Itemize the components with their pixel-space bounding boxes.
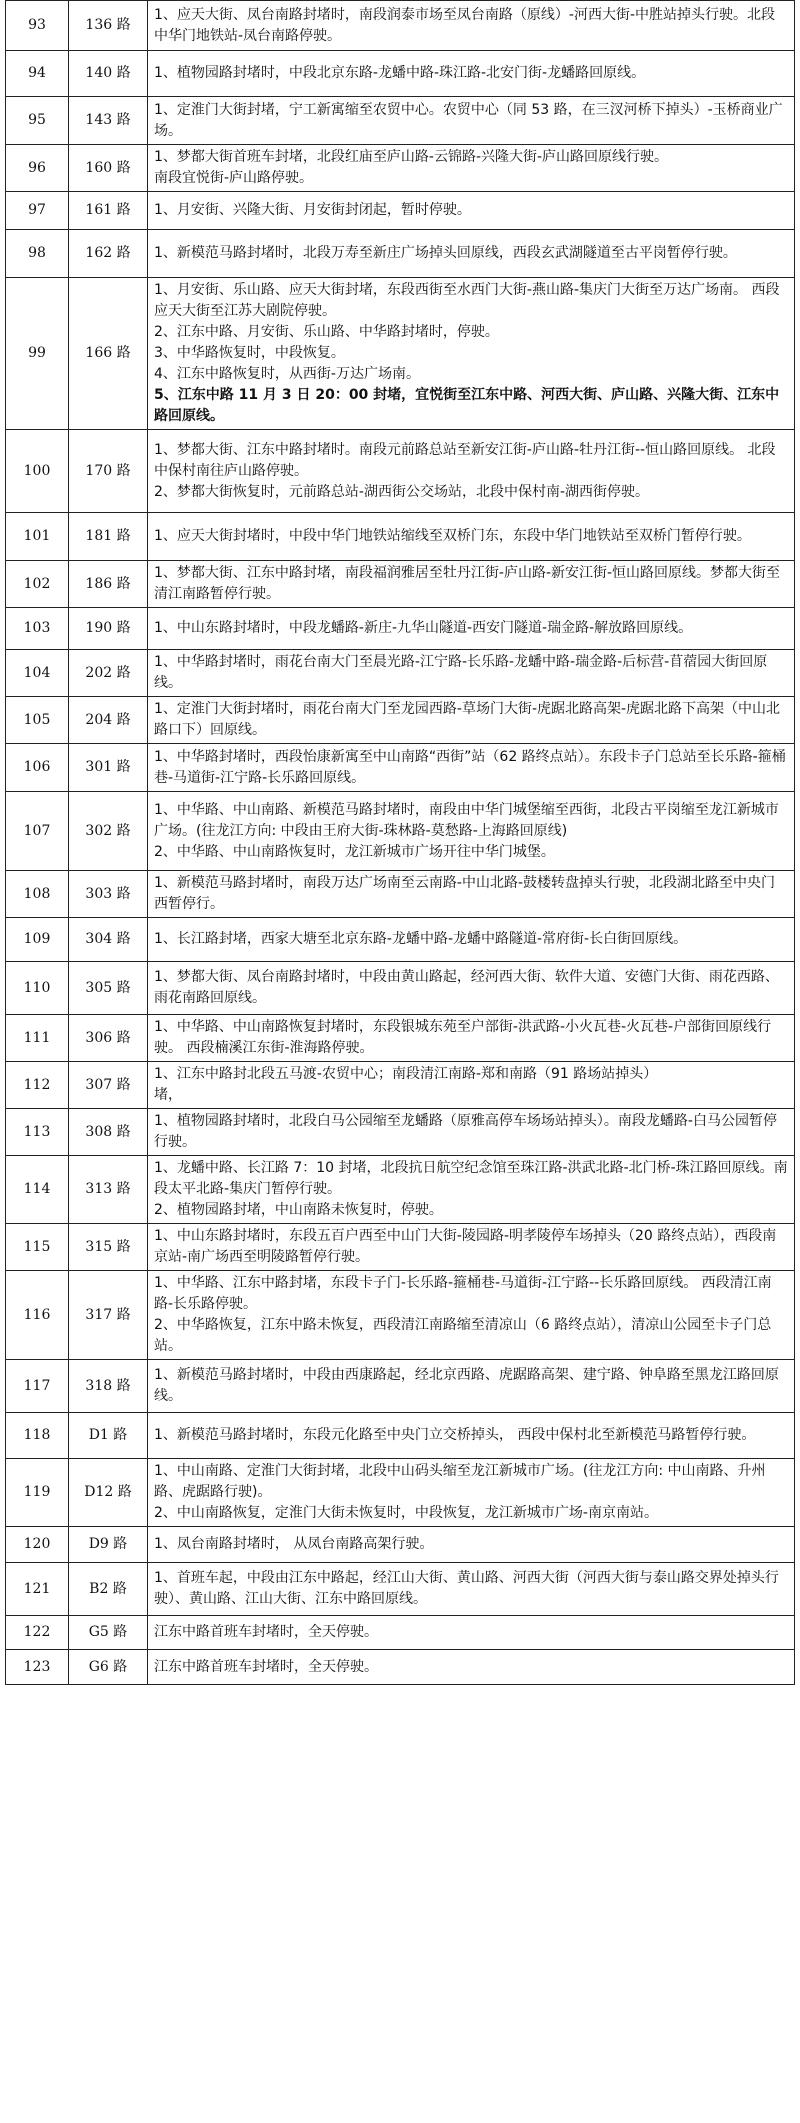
table-row (6, 744, 795, 792)
diversion-description (148, 1527, 795, 1563)
description-line: 1、植物园路封堵时，中段北京东路-龙蟠中路-珠江路-北安门街-龙蟠路回原线。 (154, 65, 646, 81)
diversion-description (148, 962, 795, 1015)
route-name: 304 路 (69, 918, 148, 962)
table-row (6, 1563, 795, 1616)
row-number: 107 (6, 792, 69, 871)
table-row (6, 51, 795, 97)
diversion-description (148, 430, 795, 513)
table-row (6, 1650, 795, 1685)
description-line: 1、中华路封堵时，雨花台南大门至晨光路-江宁路-长乐路-龙蟠中路-瑞金路-后标营-苜蓿园大街回原线。 (154, 654, 768, 691)
description-line: 江东中路首班车封堵时，全天停驶。 (154, 1658, 378, 1675)
description-line: 1、江东中路封北段五马渡-农贸中心；南段清江南路-郑和南路（91 路场站掉头） (154, 1066, 658, 1082)
description-line: 1、新模范马路封堵时，北段万寿至新庄广场掉头回原线，西段玄武湖隧道至古平岗暂停行驶。 (154, 245, 737, 261)
row-number: 109 (6, 918, 69, 962)
diversion-description (148, 561, 795, 608)
route-diversion-table (5, 0, 795, 1685)
route-name: 162 路 (69, 230, 148, 278)
route-name: 315 路 (69, 1224, 148, 1271)
route-name: 305 路 (69, 962, 148, 1015)
row-number: 110 (6, 962, 69, 1015)
diversion-description (148, 513, 795, 561)
table-row (6, 792, 795, 871)
row-number: 105 (6, 697, 69, 744)
diversion-description (148, 650, 795, 697)
table-row (6, 1616, 795, 1650)
row-number: 111 (6, 1015, 69, 1062)
row-number: 117 (6, 1360, 69, 1413)
row-number: 123 (6, 1650, 69, 1685)
row-number: 116 (6, 1271, 69, 1360)
route-name: 202 路 (69, 650, 148, 697)
table-row (6, 230, 795, 278)
description-line: 1、中华路、中山南路、新模范马路封堵时，南段由中华门城堡缩至西街，北段古平岗缩至龙江新城市广场。(往龙江方向: 中段由王府大街-珠林路-莫愁路-上海路回原线) (154, 801, 779, 839)
description-line: 1、中华路、中山南路恢复封堵时，东段银城东苑至户部街-洪武路-小火瓦巷-火瓦巷-户部街回原线行驶。 西段楠溪江东街-淮海路停驶。 (154, 1019, 772, 1056)
description-line: 3、中华路恢复时，中段恢复。 (154, 345, 345, 361)
row-number: 102 (6, 561, 69, 608)
description-line: 1、中华路、江东中路封堵，东段卡子门-长乐路-箍桶巷-马道街-江宁路--长乐路回原线。 西段清江南路-长乐路停驶。 (154, 1275, 772, 1312)
route-name: 143 路 (69, 97, 148, 145)
table-row (6, 430, 795, 513)
route-name: 181 路 (69, 513, 148, 561)
description-line: 1、凤台南路封堵时， 从凤台南路高架行驶。 (154, 1536, 434, 1552)
table-row (6, 650, 795, 697)
diversion-description (148, 278, 795, 430)
description-line: 1、长江路封堵，西家大塘至北京东路-龙蟠中路-龙蟠中路隧道-常府街-长白街回原线。 (154, 931, 688, 947)
row-number: 100 (6, 430, 69, 513)
diversion-description (148, 871, 795, 918)
description-line: 堵， (154, 1087, 182, 1103)
description-line: 2、中山南路恢复，定淮门大街未恢复时，中段恢复，龙江新城市广场-南京南站。 (154, 1505, 658, 1521)
table-row (6, 278, 795, 430)
diversion-description (148, 51, 795, 97)
table-row (6, 1413, 795, 1459)
table-row (6, 962, 795, 1015)
diversion-description (148, 1650, 795, 1685)
route-name: 301 路 (69, 744, 148, 792)
diversion-description (148, 230, 795, 278)
route-name: 308 路 (69, 1109, 148, 1156)
diversion-description (148, 1616, 795, 1650)
diversion-description (148, 1459, 795, 1527)
row-number: 119 (6, 1459, 69, 1527)
diversion-description (148, 1062, 795, 1109)
description-line: 1、新模范马路封堵时，东段元化路至中央门立交桥掉头， 西段中保村北至新模范马路暂停行驶。 (154, 1427, 756, 1443)
route-name: D9 路 (69, 1527, 148, 1563)
route-name: 136 路 (69, 1, 148, 51)
diversion-description (148, 1563, 795, 1616)
description-line: 1、新模范马路封堵时，南段万达广场南至云南路-中山北路-鼓楼转盘掉头行驶，北段湖北路至中央门西暂停行。 (154, 875, 776, 912)
row-number: 122 (6, 1616, 69, 1650)
description-line: 1、月安街、兴隆大街、月安街封闭起，暂时停驶。 (154, 202, 471, 218)
description-line: 1、梦都大街、江东中路封堵，南段福润雅居至牡丹江街-庐山路-新安江街-恒山路回原线。梦都大街至清江南路暂停行驶。 (154, 565, 781, 602)
description-line: 2、中华路恢复，江东中路未恢复，西段清江南路缩至清凉山（6 路终点站），清凉山公园至卡子门总站。 (154, 1317, 772, 1354)
description-line: 1、首班车起，中段由江东中路起，经江山大街、黄山路、河西大街（河西大街与泰山路交界处掉头行驶）、黄山路、江山大街、江东中路回原线。 (154, 1570, 779, 1607)
description-line: 1、月安街、乐山路、应天大街封堵，东段西街至水西门大街-燕山路-集庆门大街至万达广场南。 西段应天大街至江苏大剧院停驶。 (154, 282, 780, 319)
route-name: G6 路 (69, 1650, 148, 1685)
route-name: 306 路 (69, 1015, 148, 1062)
diversion-description (148, 697, 795, 744)
row-number: 104 (6, 650, 69, 697)
route-name: 166 路 (69, 278, 148, 430)
description-line: 1、应天大街、凤台南路封堵时，南段润泰市场至凤台南路（原线）-河西大街-中胜站掉头行驶。北段中华门地铁站-凤台南路停驶。 (154, 6, 776, 44)
diversion-description (148, 145, 795, 192)
row-number: 99 (6, 278, 69, 430)
description-line: 1、新模范马路封堵时，中段由西康路起，经北京西路、虎踞路高架、建宁路、钟阜路至黑龙江路回原线。 (154, 1367, 779, 1404)
row-number: 98 (6, 230, 69, 278)
table-row (6, 1271, 795, 1360)
table-row (6, 1459, 795, 1527)
description-line: 1、梦都大街首班车封堵，北段红庙至庐山路-云锦路-兴隆大街-庐山路回原线行驶。 (154, 149, 669, 165)
route-name: B2 路 (69, 1563, 148, 1616)
row-number: 97 (6, 192, 69, 230)
row-number: 115 (6, 1224, 69, 1271)
diversion-description (148, 1015, 795, 1062)
row-number: 112 (6, 1062, 69, 1109)
description-line: 1、植物园路封堵时，北段白马公园缩至龙蟠路（原雅高停车场场站掉头）。南段龙蟠路-白马公园暂停行驶。 (154, 1113, 777, 1150)
diversion-description (148, 192, 795, 230)
table-row (6, 1156, 795, 1224)
diversion-description (148, 1, 795, 51)
table-row (6, 608, 795, 650)
diversion-description (148, 792, 795, 871)
table-row (6, 1109, 795, 1156)
diversion-description (148, 1413, 795, 1459)
row-number: 108 (6, 871, 69, 918)
diversion-description (148, 744, 795, 792)
route-name: D1 路 (69, 1413, 148, 1459)
table-row (6, 145, 795, 192)
table-row (6, 697, 795, 744)
route-name: 318 路 (69, 1360, 148, 1413)
table-row (6, 1224, 795, 1271)
route-name: G5 路 (69, 1616, 148, 1650)
route-name: 307 路 (69, 1062, 148, 1109)
description-line: 2、梦都大街恢复时，元前路总站-湖西街公交场站，北段中保村南-湖西街停驶。 (154, 483, 650, 500)
description-line: 2、中华路、中山南路恢复时，龙江新城市广场开往中华门城堡。 (154, 843, 555, 860)
diversion-description (148, 1224, 795, 1271)
table-row (6, 561, 795, 608)
diversion-description (148, 1109, 795, 1156)
description-line: 南段宜悦街-庐山路停驶。 (154, 170, 314, 186)
route-name: 313 路 (69, 1156, 148, 1224)
route-name: 161 路 (69, 192, 148, 230)
description-line: 1、中山南路、定淮门大街封堵，北段中山码头缩至龙江新城市广场。(往龙江方向: 中山南路、升州路、虎踞路行驶)。 (154, 1463, 766, 1500)
route-name: 302 路 (69, 792, 148, 871)
row-number: 120 (6, 1527, 69, 1563)
row-number: 118 (6, 1413, 69, 1459)
diversion-description (148, 1156, 795, 1224)
row-number: 93 (6, 1, 69, 51)
diversion-description (148, 97, 795, 145)
diversion-description (148, 918, 795, 962)
table-row (6, 1360, 795, 1413)
route-name: 303 路 (69, 871, 148, 918)
row-number: 113 (6, 1109, 69, 1156)
table-row (6, 97, 795, 145)
route-name: 204 路 (69, 697, 148, 744)
table-body (6, 1, 795, 1685)
diversion-description (148, 608, 795, 650)
description-line: 江东中路首班车封堵时，全天停驶。 (154, 1624, 378, 1640)
description-line: 4、江东中路恢复时，从西街-万达广场南。 (154, 366, 420, 382)
route-name: 190 路 (69, 608, 148, 650)
table-row (6, 918, 795, 962)
description-line: 1、中山东路封堵时，东段五百户西至中山门大街-陵园路-明孝陵停车场掉头（20 路终点站），西段南京站-南广场西至明陵路暂停行驶。 (154, 1228, 777, 1265)
route-name: D12 路 (69, 1459, 148, 1527)
route-name: 140 路 (69, 51, 148, 97)
row-number: 101 (6, 513, 69, 561)
description-line: 1、定淮门大街封堵时，雨花台南大门至龙园西路-草场门大街-虎踞北路高架-虎踞北路下高架（中山北路口下）回原线。 (154, 701, 781, 738)
table-row (6, 871, 795, 918)
row-number: 96 (6, 145, 69, 192)
row-number: 106 (6, 744, 69, 792)
description-line: 1、龙蟠中路、长江路 7：10 封堵，北段抗日航空纪念馆至珠江路-洪武北路-北门桥-珠江路回原线。南段太平北路-集庆门暂停行驶。 (154, 1160, 788, 1197)
row-number: 121 (6, 1563, 69, 1616)
route-name: 170 路 (69, 430, 148, 513)
table-row (6, 1015, 795, 1062)
description-line: 1、定淮门大街封堵，宁工新寓缩至农贸中心。农贸中心（同 53 路，在三汊河桥下掉头）-玉桥商业广场。 (154, 101, 783, 139)
table-row (6, 192, 795, 230)
row-number: 103 (6, 608, 69, 650)
description-line: 1、中华路封堵时，西段怡康新寓至中山南路“西街”站（62 路终点站）。东段卡子门总站至长乐路-箍桶巷-马道街-江宁路-长乐路回原线。 (154, 748, 786, 786)
table-row (6, 1, 795, 51)
description-line: 1、应天大街封堵时，中段中华门地铁站缩线至双桥门东，东段中华门地铁站至双桥门暂停行驶。 (154, 528, 751, 544)
row-number: 114 (6, 1156, 69, 1224)
route-name: 317 路 (69, 1271, 148, 1360)
route-name: 186 路 (69, 561, 148, 608)
row-number: 94 (6, 51, 69, 97)
table-row (6, 1062, 795, 1109)
description-line: 1、中山东路封堵时，中段龙蟠路-新庄-九华山隧道-西安门隧道-瑞金路-解放路回原线。 (154, 620, 693, 636)
diversion-description (148, 1360, 795, 1413)
description-line: 1、梦都大街、江东中路封堵时。南段元前路总站至新安江街-庐山路-牡丹江街--恒山路回原线。 北段中保村南往庐山路停驶。 (154, 441, 776, 479)
description-line: 2、植物园路封堵，中山南路未恢复时，停驶。 (154, 1202, 443, 1218)
description-line: 2、江东中路、月安街、乐山路、中华路封堵时，停驶。 (154, 324, 499, 340)
description-line: 1、梦都大街、凤台南路封堵时，中段由黄山路起，经河西大街、软件大道、安德门大街、雨花西路、雨花南路回原线。 (154, 969, 779, 1006)
diversion-description (148, 1271, 795, 1360)
route-name: 160 路 (69, 145, 148, 192)
table-row (6, 1527, 795, 1563)
table-row (6, 513, 795, 561)
description-line-emphasis: 5、江东中路 11 月 3 日 20：00 封堵，宜悦街至江东中路、河西大街、庐山路、兴隆大街、江东中路回原线。 (154, 387, 780, 424)
row-number: 95 (6, 97, 69, 145)
